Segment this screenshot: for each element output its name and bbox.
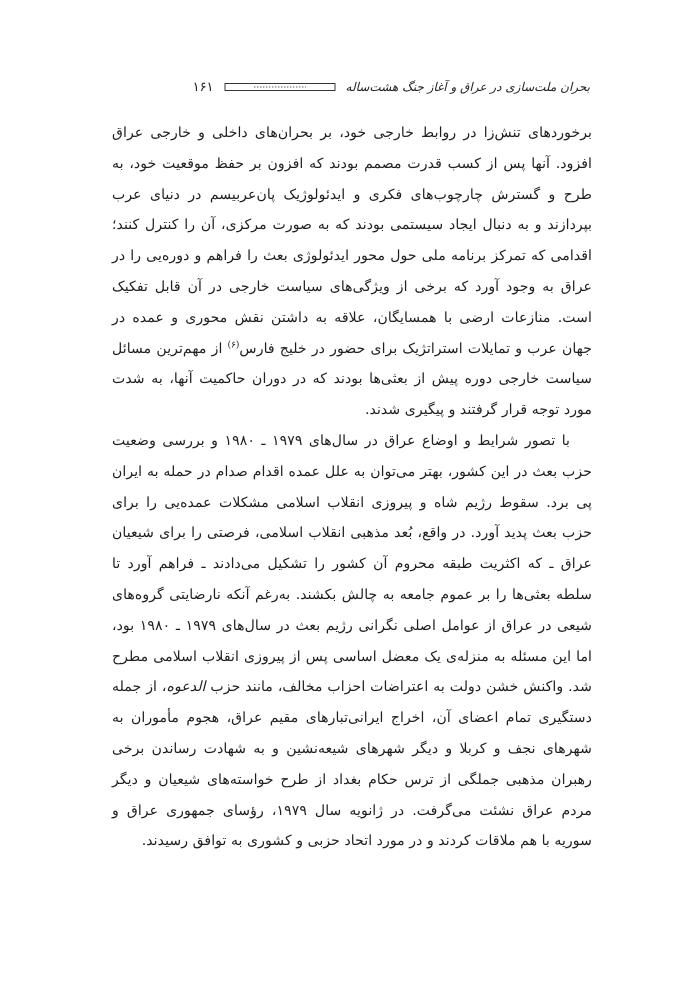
- paragraph: [112, 118, 592, 426]
- paragraph: [112, 426, 592, 857]
- running-title: بحران ملت‌سازی در عراق و آغاز جنگ هشت‌ساله: [345, 80, 590, 94]
- paragraph-text: برخوردهای تنش‌زا در روابط خارجی خود، بر بحران‌های داخلی و خارجی عراق افزود. آنها پس از کسب قدرت مصمم بودند که افزون بر حفظ موقعیت خود، به طرح و گسترش چارچوب‌های فکری و ایدئولوژیک پان‌عربیسم در دنیای عرب بپردازند و به دنبال ایجاد سیستمی بودند که به صورت مرکزی، آن را کنترل کنند؛ اقدامی که تمرکز برنامه ملی حول محور ایدئولوژی بعث را فراهم و دوره‌یی را در عراق به وجود آورد که برخی از ویژگی‌های سیاست خارجی در آن قابل تفکیک است. منازعات ارضی با همسایگان، علاقه به داشتن نقش محوری و عمده در جهان عرب و تمایلات استراتژیک برای حضور در خلیج فارس: [112, 125, 592, 357]
- party-name: الدعوه: [166, 679, 206, 696]
- page-header: [120, 74, 590, 100]
- paragraph-text: با تصور شرایط و اوضاع عراق در سال‌های ۱۹۷۹ ـ ۱۹۸۰ و بررسی وضعیت حزب بعث در این کشور، بهتر می‌توان به علل عمده اقدام صدام در حمله به ایران پی برد. سقوط رژیم شاه و پیروزی انقلاب اسلامی مشکلات عمده‌یی را برای حزب بعث پدید آورد. در واقع، بُعد مذهبی انقلاب اسلامی، فرصتی را برای شیعیان عراق ـ که اکثریت طبقه محروم آن کشور را تشکیل می‌دادند ـ فراهم آورد تا سلطه بعثی‌ها را بر عموم جامعه به چالش بکشند. به‌رغم آنکه نارضایتی گروه‌های شیعی در عراق از عوامل اصلی نگرانی رژیم بعث در سال‌های ۱۹۷۹ ـ ۱۹۸۰ بود، اما این مسئله به منزله‌ی یک معضل اساسی پس از پیروزی انقلاب اسلامی مطرح شد. واکنش خشن دولت به اعتراضات احزاب مخالف، مانند حزب: [112, 432, 592, 696]
- page-number: ۱۶۱: [192, 79, 214, 95]
- paragraph-text: از مهم‌ترین مسائل سیاست خارجی دوره پیش از بعثی‌ها بودند که در دوران حاکمیت آنها، به شدت مورد توجه قرار گرفتند و پیگیری شدند.: [112, 340, 592, 419]
- double-line-ornament-icon: [224, 82, 336, 92]
- paragraph-text: ، از جمله دستگیری تمام اعضای آن، اخراج ایرانی‌تبارهای مقیم عراق، هجوم مأموران به شهرهای نجف و کربلا و دیگر شهرهای شیعه‌نشین و به شهادت رساندن برخی رهبران مذهبی جملگی از ترس حکام بغداد از طرح خواسته‌های شیعیان و دیگر مردم عراق نشئت می‌گرفت. در ژانویه سال ۱۹۷۹، رؤسای جمهوری عراق و سوریه با هم ملاقات کردند و در مورد اتحاد حزبی و کشوری به توافق رسیدند.: [112, 679, 593, 850]
- footnote-marker: (۶): [227, 339, 240, 350]
- body-text: [112, 118, 592, 857]
